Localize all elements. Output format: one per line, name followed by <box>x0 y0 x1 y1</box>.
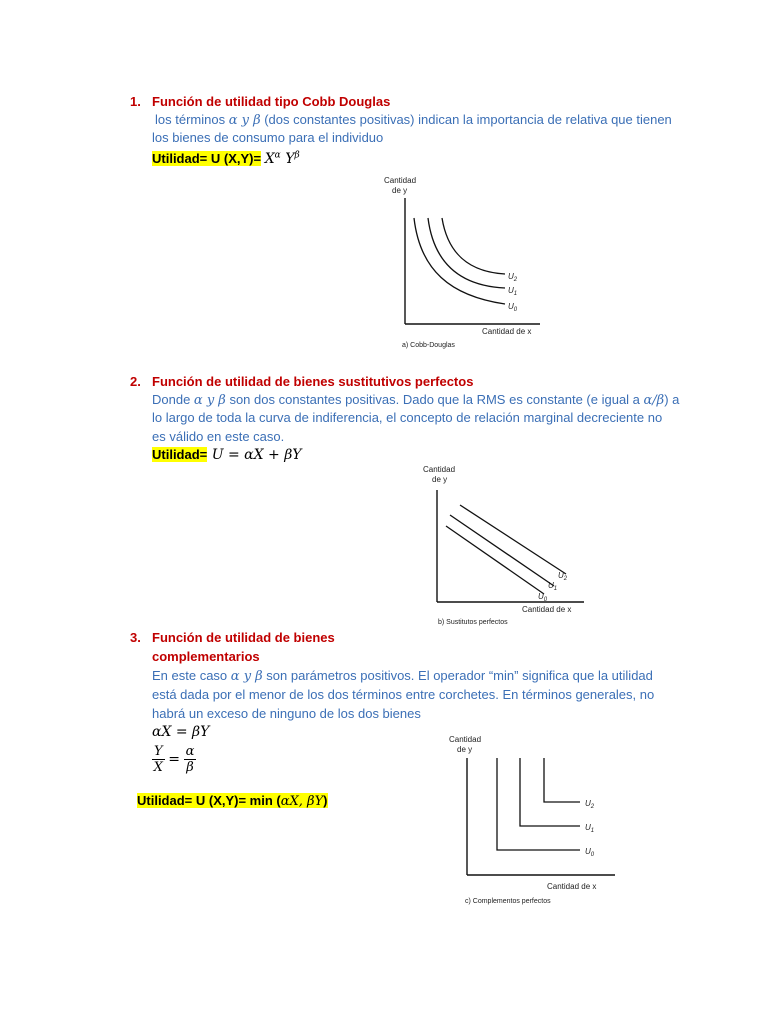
section-2-desc-line-2: lo largo de toda la curva de indiferencia, el concepto de relación marginal decreciente no <box>152 410 663 425</box>
label-u0: $U_0$ <box>508 302 518 313</box>
text-span: Donde <box>152 392 194 407</box>
label-u2: $U_2$ <box>585 799 595 810</box>
text-span: (dos constantes positivas) indican la importancia de relativa que tienen <box>260 112 672 127</box>
section-3-number: 3. <box>130 630 141 645</box>
label-u1: $U_1$ <box>508 286 518 297</box>
equation-text: αX = βY <box>152 724 210 740</box>
figure-caption: b) Sustitutos perfectos <box>438 619 508 626</box>
numerator: Y <box>154 744 163 759</box>
utility-math: αX, βY <box>280 794 324 809</box>
text-span: En este caso <box>152 668 231 683</box>
y-axis-label-1: Cantidad <box>423 465 456 474</box>
math-span: α y β <box>193 393 226 408</box>
section-3-title-line-1: Función de utilidad de bienes <box>152 630 335 645</box>
utility-end: ) <box>323 793 328 808</box>
denominator: β <box>186 760 194 775</box>
section-3-desc-line-3: habrá un exceso de ninguno de los dos bienes <box>152 706 421 721</box>
y-axis-label-2: de y <box>457 745 473 754</box>
section-2-number: 2. <box>130 374 141 389</box>
utility-math: U = αX + βY <box>207 447 302 463</box>
indifference-corner-u1 <box>520 758 580 826</box>
section-1-utility-formula <box>152 150 300 167</box>
utility-label: Utilidad= <box>152 447 208 462</box>
math-span: α y β <box>230 669 263 684</box>
indifference-curve-u1 <box>428 218 505 288</box>
label-u1: $U_1$ <box>548 581 558 592</box>
math-beta-exp: β <box>294 150 300 160</box>
label-u2: $U_2$ <box>508 272 518 283</box>
section-1-desc-line-1 <box>155 111 715 130</box>
fraction-y-over-x <box>152 744 165 775</box>
figure-caption: c) Complementos perfectos <box>465 898 551 905</box>
label-u0: $U_0$ <box>538 592 548 603</box>
utility-highlight <box>137 793 328 808</box>
denominator: X <box>153 760 163 775</box>
equation-ratio <box>152 744 196 775</box>
math-x: X <box>264 150 275 167</box>
math-span: α y β <box>228 113 261 128</box>
numerator: α <box>185 744 195 759</box>
text-span: los términos <box>155 112 229 127</box>
section-2-title: Función de utilidad de bienes sustitutivos perfectos <box>152 374 474 389</box>
section-3-desc-line-1 <box>152 667 722 686</box>
section-1-title: Función de utilidad tipo Cobb Douglas <box>152 94 391 109</box>
section-1-desc-line-2: los bienes de consumo para el individuo <box>152 130 384 145</box>
section-3-utility-formula <box>137 793 328 809</box>
indifference-curve-u2 <box>442 218 505 274</box>
section-3-title-line-2: complementarios <box>152 649 260 664</box>
section-2-desc-line-3: es válido en este caso. <box>152 429 285 444</box>
indifference-corner-u2 <box>544 758 580 802</box>
text-span: son parámetros positivos. El operador “min” significa que la utilidad <box>262 668 653 683</box>
text-span: ) a <box>664 392 680 407</box>
section-3-desc-line-2: está dada por el menor de los dos términos entre corchetes. En términos generales, no <box>152 687 655 702</box>
y-axis-label-1: Cantidad <box>384 176 417 185</box>
text-span: son dos constantes positivas. Dado que la RMS es constante (e igual a <box>225 392 644 407</box>
indifference-line-u0 <box>446 526 544 594</box>
indifference-line-u2 <box>460 505 566 574</box>
figure-cobb-douglas <box>370 170 550 352</box>
math-span: α/β <box>643 393 665 408</box>
figure-perfect-substitutes <box>412 462 592 630</box>
y-axis-label-2: de y <box>432 475 448 484</box>
equals-sign: = <box>168 751 180 768</box>
figure-perfect-complements <box>445 732 625 910</box>
section-2-desc-line-1 <box>152 391 722 410</box>
label-u1: $U_1$ <box>585 823 595 834</box>
indifference-curve-u0 <box>414 218 505 304</box>
x-axis-label: Cantidad de x <box>522 605 572 614</box>
indifference-line-u1 <box>450 515 554 586</box>
y-axis-label-1: Cantidad <box>449 735 482 744</box>
label-u2: $U_2$ <box>558 571 568 582</box>
x-axis-label: Cantidad de x <box>547 882 597 891</box>
equation-alpha-x-equals-beta-y <box>152 724 209 740</box>
utility-label: Utilidad= U (X,Y)= min ( <box>137 793 281 808</box>
section-2-utility-formula <box>152 447 302 463</box>
math-alpha-exp: α <box>274 150 281 160</box>
x-axis-label: Cantidad de x <box>482 327 532 336</box>
indifference-corner-u0 <box>497 758 580 850</box>
label-u0: $U_0$ <box>585 847 595 858</box>
utility-label: Utilidad= U (X,Y)= <box>152 150 262 166</box>
figure-caption: a) Cobb-Douglas <box>402 342 455 349</box>
math-y: Y <box>280 150 295 167</box>
y-axis-label-2: de y <box>392 186 408 195</box>
section-1-number: 1. <box>130 94 141 109</box>
fraction-alpha-over-beta <box>184 744 197 775</box>
